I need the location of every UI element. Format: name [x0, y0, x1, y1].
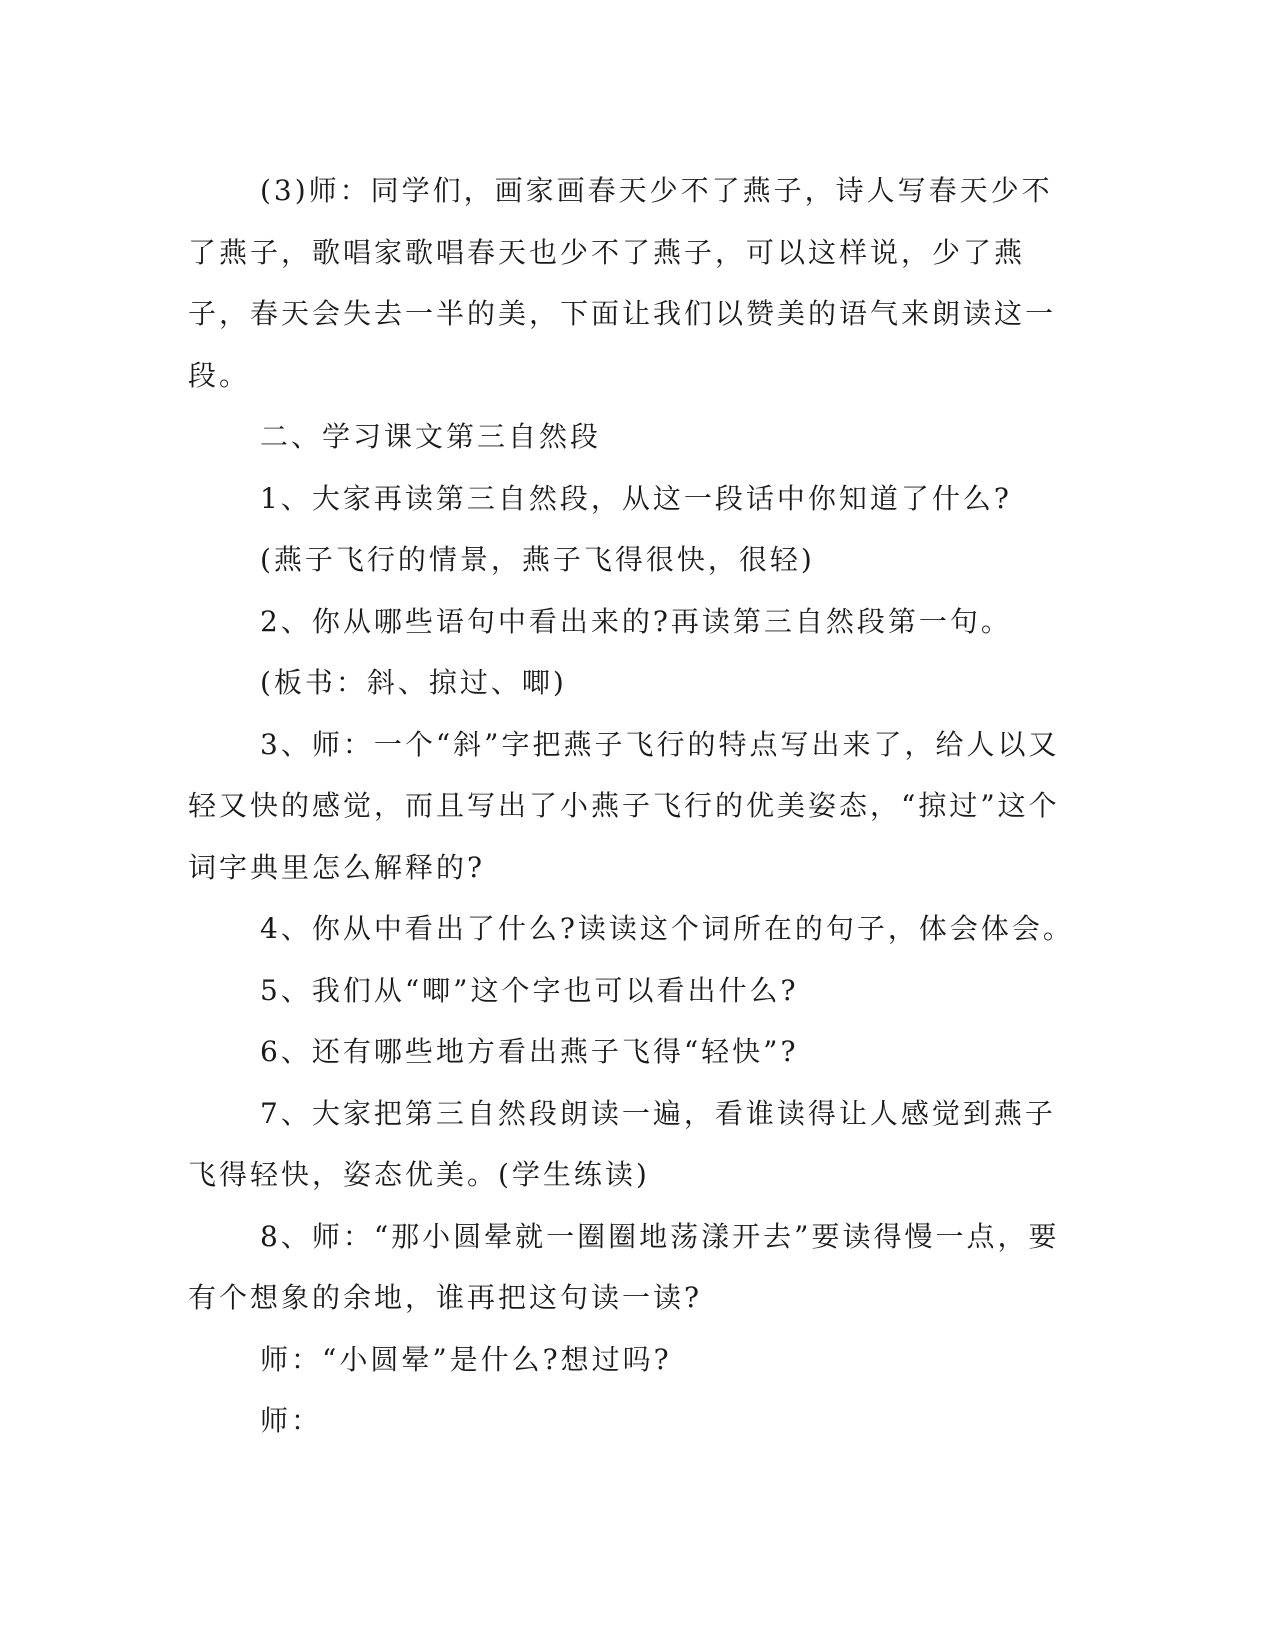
- answer-1: (燕子飞行的情景，燕子飞得很快，很轻): [260, 543, 815, 576]
- question-6: 6、还有哪些地方看出燕子飞得“轻快”?: [260, 1035, 799, 1068]
- document-body: [188, 160, 1083, 1452]
- teacher-line-2: 师：: [260, 1404, 323, 1437]
- question-1: 1、大家再读第三自然段，从这一段话中你知道了什么?: [260, 481, 1012, 515]
- question-5: 5、我们从“唧”这个字也可以看出什么?: [260, 973, 799, 1007]
- question-8: 8、师：“那小圆晕就一圈圈地荡漾开去”要读得慢一点，要有个想象的余地，谁再把这句读一读?: [188, 1219, 1060, 1314]
- teacher-line-1: 师：“小圆晕”是什么?想过吗?: [260, 1342, 672, 1376]
- question-3: 3、师：一个“斜”字把燕子飞行的特点写出来了，给人以又轻又快的感觉，而且写出了小燕子飞行的优美姿态，“掠过”这个词字典里怎么解释的?: [188, 727, 1060, 884]
- section-heading: 二、学习课文第三自然段: [260, 420, 602, 453]
- paragraph-1: (3)师：同学们，画家画春天少不了燕子，诗人写春天少不了燕子，歌唱家歌唱春天也少不了燕子，可以这样说，少了燕子，春天会失去一半的美，下面让我们以赞美的语气来朗读这一段。: [188, 174, 1057, 392]
- blackboard-note: (板书：斜、掠过、唧): [260, 666, 567, 699]
- question-7: 7、大家把第三自然段朗读一遍，看谁读得让人感觉到燕子飞得轻快，姿态优美。(学生练读): [188, 1096, 1056, 1191]
- question-2: 2、你从哪些语句中看出来的?再读第三自然段第一句。: [260, 604, 1012, 638]
- question-4: 4、你从中看出了什么?读读这个词所在的句子，体会体会。: [260, 912, 1074, 945]
